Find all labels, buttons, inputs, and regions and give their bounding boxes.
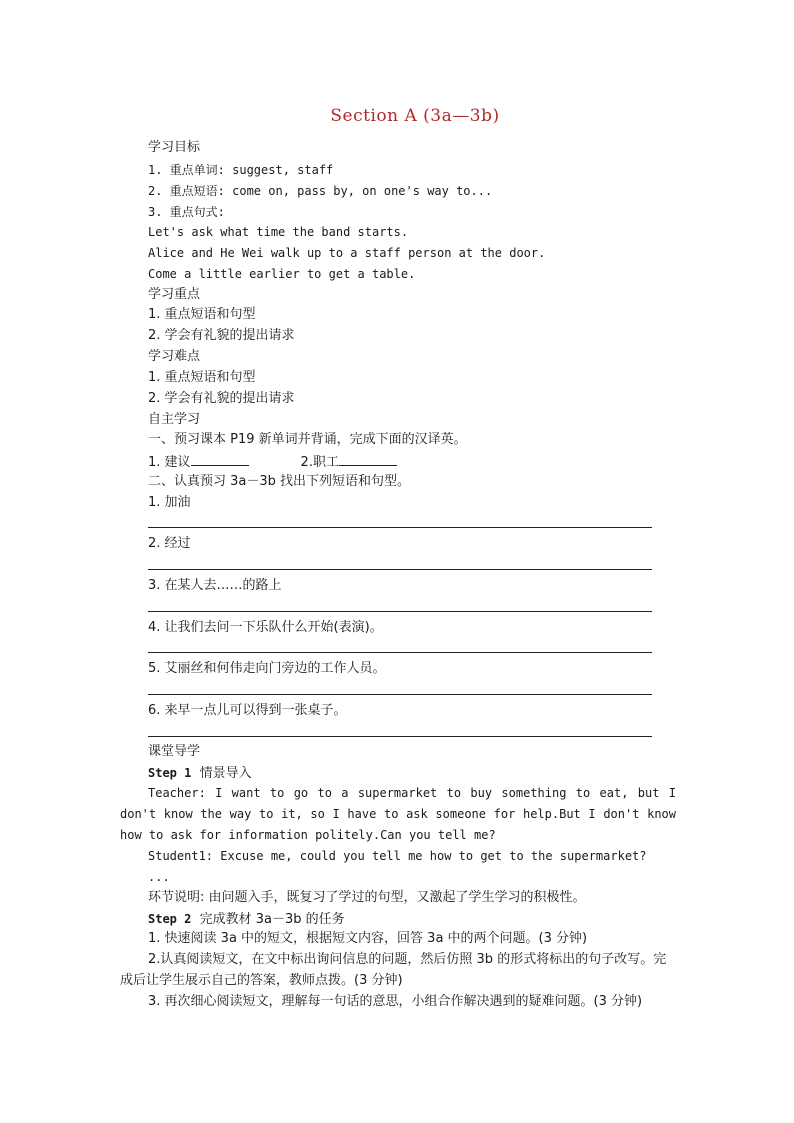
phrase-question-1: 1. 加油 xyxy=(148,495,191,510)
phrase-question-6: 6. 来早一点儿可以得到一张桌子。 xyxy=(148,703,347,718)
difficulties-heading: 学习难点 xyxy=(148,349,201,364)
objective-sentence-3: Come a little earlier to get a table. xyxy=(148,267,416,281)
vocab-word-2: 2.职工 xyxy=(300,455,339,470)
self-study-heading: 自主学习 xyxy=(148,412,201,427)
step-2-label: Step 2 xyxy=(148,912,192,926)
phrase-question-5: 5. 艾丽丝和何伟走向门旁边的工作人员。 xyxy=(148,661,386,676)
step-2-title: 完成教材 3a－3b 的任务 xyxy=(199,912,345,927)
vocab-blank-1[interactable] xyxy=(191,452,249,466)
task-2: 2.认真阅读短文，在文中标出询问信息的问题，然后仿照 3b 的形式将标出的句子改写。完成后让学生展示自己的答案，教师点拨。(3 分钟) xyxy=(120,952,667,988)
step-1-note: 环节说明: 由问题入手，既复习了学过的句型，又激起了学生学习的积极性。 xyxy=(148,890,586,905)
classroom-heading: 课堂导学 xyxy=(148,744,201,759)
step-1-title: 情景导入 xyxy=(199,766,252,781)
objective-sentence-1: Let's ask what time the band starts. xyxy=(148,225,409,239)
objective-sentences-label: 3. 重点句式: xyxy=(148,205,225,219)
answer-line-2[interactable] xyxy=(148,569,652,570)
vocab-translation-row xyxy=(148,452,397,472)
answer-line-1[interactable] xyxy=(148,527,652,528)
self-study-part-1: 一、预习课本 P19 新单词并背诵，完成下面的汉译英。 xyxy=(148,432,467,447)
page-title: Section A (3a—3b) xyxy=(330,106,500,126)
step-1-label: Step 1 xyxy=(148,766,192,780)
key-point-1: 1. 重点短语和句型 xyxy=(148,307,256,322)
phrase-question-3: 3. 在某人去……的路上 xyxy=(148,578,282,593)
dialogue-ellipsis: ... xyxy=(148,870,170,884)
vocab-blank-2[interactable] xyxy=(339,452,397,466)
answer-line-6[interactable] xyxy=(148,736,652,737)
key-points-heading: 学习重点 xyxy=(148,287,201,302)
self-study-part-2: 二、认真预习 3a－3b 找出下列短语和句型。 xyxy=(148,474,411,489)
teacher-dialogue: Teacher: I want to go to a supermarket to buy something to eat, but I don't know the way to it, so I have to ask someone for help.But I don't know how to ask for information politely.Can you tell me? xyxy=(120,786,676,842)
vocab-word-1: 1. 建议 xyxy=(148,455,191,470)
student-dialogue: Student1: Excuse me, could you tell me how to get to the supermarket? xyxy=(148,849,647,863)
step-1-heading xyxy=(148,764,252,783)
objectives-heading: 学习目标 xyxy=(148,140,201,155)
phrase-question-4: 4. 让我们去问一下乐队什么开始(表演)。 xyxy=(148,620,383,635)
difficulty-1: 1. 重点短语和句型 xyxy=(148,370,256,385)
objective-phrases: 2. 重点短语: come on, pass by, on one's way to... xyxy=(148,184,493,198)
answer-line-3[interactable] xyxy=(148,611,652,612)
task-3: 3. 再次细心阅读短文，理解每一句话的意思，小组合作解决遇到的疑难问题。(3 分钟) xyxy=(148,994,643,1009)
key-point-2: 2. 学会有礼貌的提出请求 xyxy=(148,328,295,343)
phrase-question-2: 2. 经过 xyxy=(148,536,191,551)
objective-words: 1. 重点单词: suggest, staff xyxy=(148,163,334,177)
task-1: 1. 快速阅读 3a 中的短文，根据短文内容，回答 3a 中的两个问题。(3 分钟) xyxy=(148,931,588,946)
objective-sentence-2: Alice and He Wei walk up to a staff person at the door. xyxy=(148,246,546,260)
answer-line-5[interactable] xyxy=(148,694,652,695)
answer-line-4[interactable] xyxy=(148,652,652,653)
step-2-heading xyxy=(148,910,345,929)
difficulty-2: 2. 学会有礼貌的提出请求 xyxy=(148,391,295,406)
